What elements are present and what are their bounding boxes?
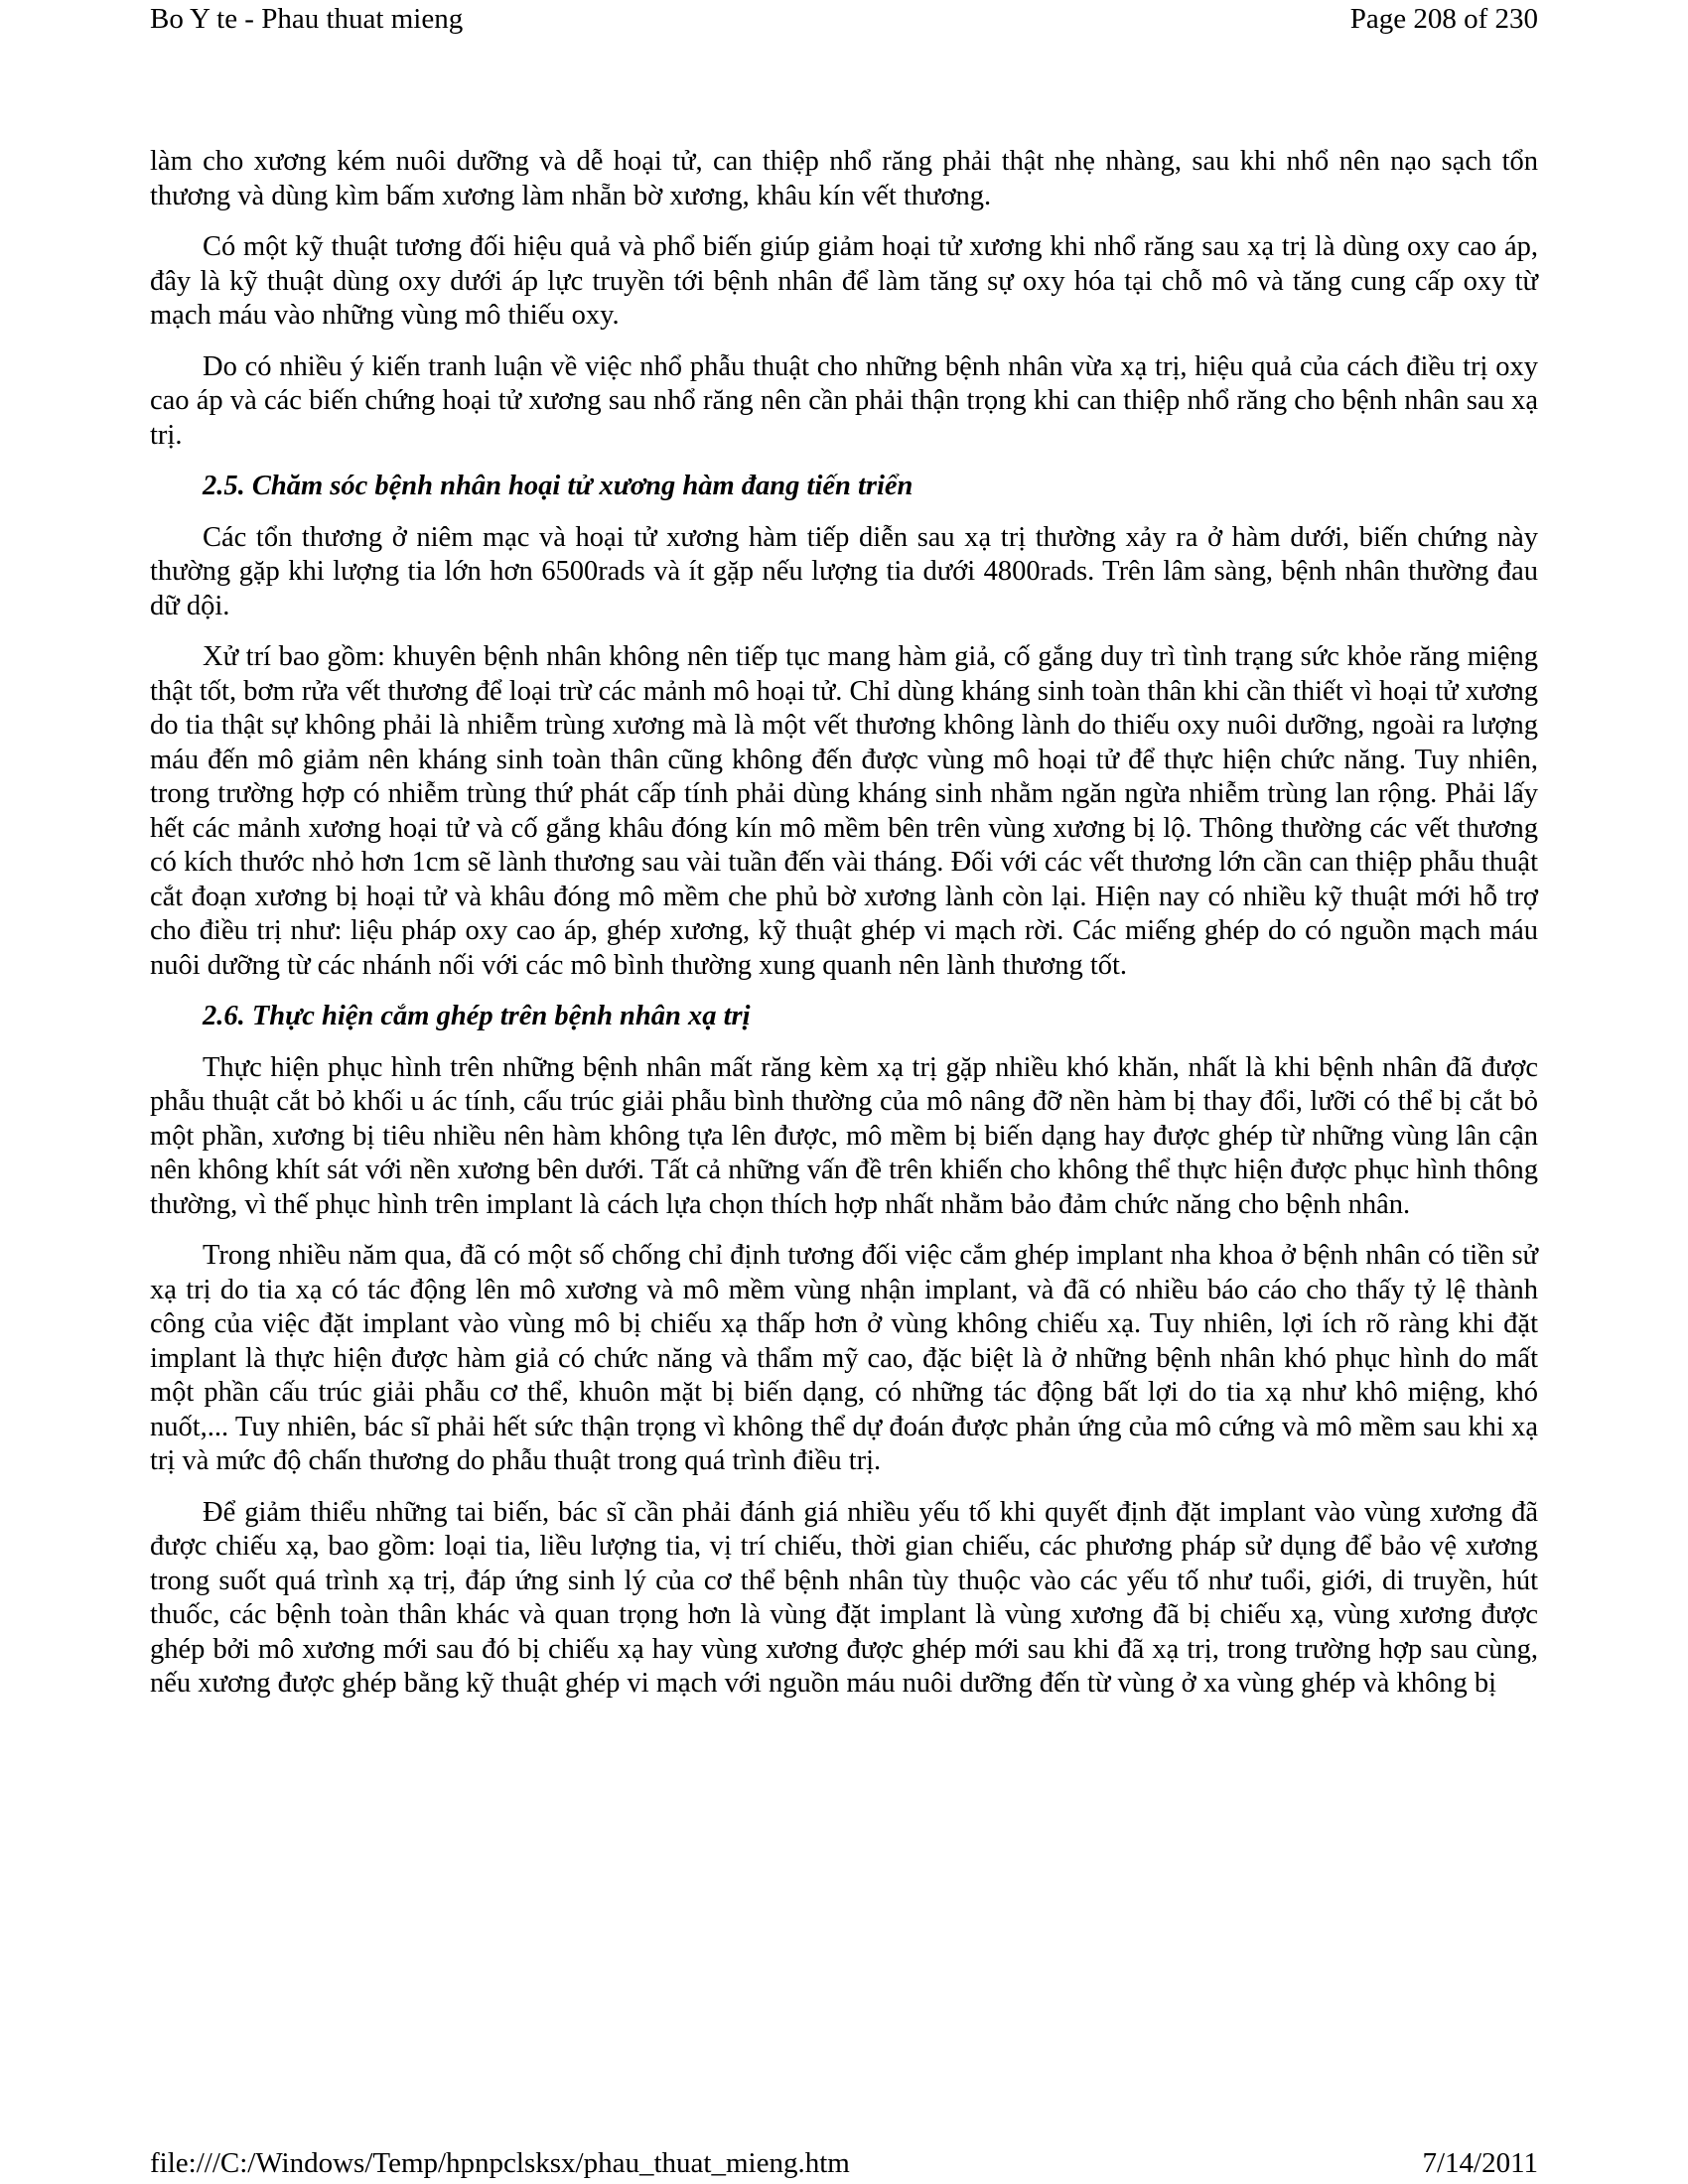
paragraph-1: làm cho xương kém nuôi dưỡng và dễ hoại tử, can thiệp nhổ răng phải thật nhẹ nhàng, sau khi nhổ nên nạo sạch tổn thương và dùng kìm bấm xương làm nhẵn bờ xương, khâu kín vết thương. xyxy=(150,146,1538,211)
section-heading-2-6: 2.6. Thực hiện cắm ghép trên bệnh nhân xạ trị xyxy=(203,1001,751,1031)
paragraph-3: Do có nhiều ý kiến tranh luận về việc nhổ phẫu thuật cho những bệnh nhân vừa xạ trị, hiệu quả của cách điều trị oxy cao áp và các biến chứng hoại tử xương sau nhổ răng nên cần phải thận trọng khi can thiệp nhổ răng cho bệnh nhân sau xạ trị. xyxy=(150,350,1538,451)
document-title: Bo Y te - Phau thuat mieng xyxy=(150,3,464,35)
paragraph-6: Thực hiện phục hình trên những bệnh nhân mất răng kèm xạ trị gặp nhiều khó khăn, nhất là khi bệnh nhân đã được phẫu thuật cắt bỏ khối u ác tính, cấu trúc giải phẫu bình thường của mô nâng đỡ nền hàm bị thay đổi, lưỡi có thể bị cắt bỏ một phần, xương bị tiêu nhiều nên hàm không tựa lên được, mô mềm bị biến dạng hay được ghép từ những vùng lân cận nên không khít sát với nền xương bên dưới. Tất cả những vấn đề trên khiến cho không thể thực hiện được phục hình thông thường, vì thế phục hình trên implant là cách lựa chọn thích hợp nhất nhằm bảo đảm chức năng cho bệnh nhân. xyxy=(150,1051,1538,1220)
paragraph-2: Có một kỹ thuật tương đối hiệu quả và phổ biến giúp giảm hoại tử xương khi nhổ răng sau xạ trị là dùng oxy cao áp, đây là kỹ thuật dùng oxy dưới áp lực truyền tới bệnh nhân để làm tăng sự oxy hóa tại chỗ mô và tăng cung cấp oxy từ mạch máu vào những vùng mô thiếu oxy. xyxy=(150,231,1538,331)
section-heading-2-5: 2.5. Chăm sóc bệnh nhân hoại tử xương hàm đang tiến triển xyxy=(203,471,914,501)
document-body xyxy=(150,145,1538,1718)
page-footer xyxy=(150,2144,1538,2182)
file-path: file:///C:/Windows/Temp/hpnpclsksx/phau_thuat_mieng.htm xyxy=(150,2147,850,2179)
page-number: Page 208 of 230 xyxy=(1349,3,1538,35)
paragraph-8: Để giảm thiểu những tai biến, bác sĩ cần phải đánh giá nhiều yếu tố khi quyết định đặt implant vào vùng xương đã được chiếu xạ, bao gồm: loại tia, liều lượng tia, vị trí chiếu, thời gian chiếu, các phương pháp sử dụng để bảo vệ xương trong suốt quá trình xạ trị, đáp ứng sinh lý của cơ thể bệnh nhân tùy thuộc vào các yếu tố như tuổi, giới, di truyền, hút thuốc, các bệnh toàn thân khác và quan trọng hơn là vùng đặt implant là vùng xương đã bị chiếu xạ, vùng xương được ghép bởi mô xương mới sau đó bị chiếu xạ hay vùng xương được ghép mới sau khi đã xạ trị, trong trường hợp sau cùng, nếu xương được ghép bằng kỹ thuật ghép vi mạch với nguồn máu nuôi dưỡng đến từ vùng ở xa vùng ghép và không bị xyxy=(150,1496,1538,1699)
paragraph-7: Trong nhiều năm qua, đã có một số chống chỉ định tương đối việc cắm ghép implant nha khoa ở bệnh nhân có tiền sử xạ trị do tia xạ có tác động lên mô xương và mô mềm vùng nhận implant, và đã có nhiều báo cáo cho thấy tỷ lệ thành công của việc đặt implant vào vùng mô bị chiếu xạ thấp hơn ở vùng không chiếu xạ. Tuy nhiên, lợi ích rõ ràng khi đặt implant là thực hiện được hàm giả có chức năng và thẩm mỹ cao, đặc biệt là ở những bệnh nhân khó phục hình do mất một phần cấu trúc giải phẫu cơ thể, khuôn mặt bị biến dạng, có những tác động bất lợi do tia xạ như khô miệng, khó nuốt,... Tuy nhiên, bác sĩ phải hết sức thận trọng vì không thể dự đoán được phản ứng của mô cứng và mô mềm sau khi xạ trị và mức độ chấn thương do phẫu thuật trong quá trình điều trị. xyxy=(150,1240,1538,1476)
print-date: 7/14/2011 xyxy=(1422,2147,1538,2179)
paragraph-5: Xử trí bao gồm: khuyên bệnh nhân không nên tiếp tục mang hàm giả, cố gắng duy trì tình trạng sức khỏe răng miệng thật tốt, bơm rửa vết thương để loại trừ các mảnh mô hoại tử. Chỉ dùng kháng sinh toàn thân khi cần thiết vì hoại tử xương do tia thật sự không phải là nhiễm trùng xương mà là một vết thương không lành do thiếu oxy nuôi dưỡng, ngoài ra lượng máu đến mô giảm nên kháng sinh toàn thân cũng không đến được vùng mô hoại tử để thực hiện chức năng. Tuy nhiên, trong trường hợp có nhiễm trùng thứ phát cấp tính phải dùng kháng sinh nhằm ngăn ngừa nhiễm trùng lan rộng. Phải lấy hết các mảnh xương hoại tử và cố gắng khâu đóng kín mô mềm bên trên vùng xương bị lộ. Thông thường các vết thương có kích thước nhỏ hơn 1cm sẽ lành thương sau vài tuần đến vài tháng. Đối với các vết thương lớn cần can thiệp phẫu thuật cắt đoạn xương bị hoại tử và khâu đóng mô mềm che phủ bờ xương lành còn lại. Hiện nay có nhiều kỹ thuật mới hỗ trợ cho điều trị như: liệu pháp oxy cao áp, ghép xương, kỹ thuật ghép vi mạch rời. Các miếng ghép do có nguồn mạch máu nuôi dưỡng từ các nhánh nối với các mô bình thường xung quanh nên lành thương tốt. xyxy=(150,641,1538,981)
page-header xyxy=(150,0,1538,40)
paragraph-4: Các tổn thương ở niêm mạc và hoại tử xương hàm tiếp diễn sau xạ trị thường xảy ra ở hàm dưới, biến chứng này thường gặp khi lượng tia lớn hơn 6500rads và ít gặp nếu lượng tia dưới 4800rads. Trên lâm sàng, bệnh nhân thường đau dữ dội. xyxy=(150,521,1538,621)
